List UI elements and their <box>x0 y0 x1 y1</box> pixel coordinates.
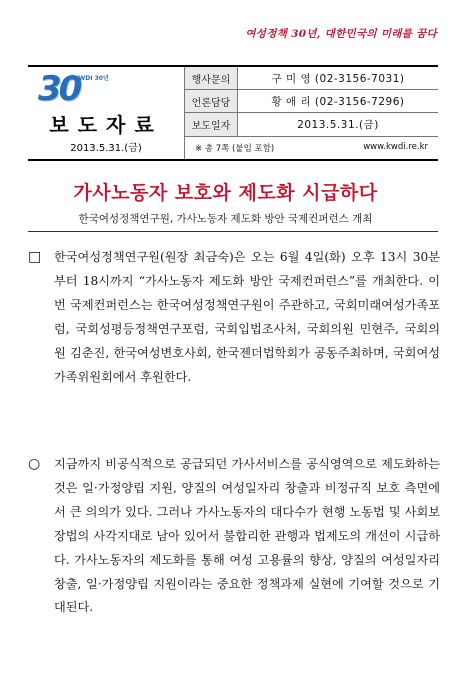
logo-brand: KWDI 30년 <box>74 75 109 82</box>
row-value: 구 미 영 (02-3156-7031) <box>238 67 439 90</box>
row-label: 보도일자 <box>185 113 238 136</box>
paragraph <box>28 246 440 389</box>
logo-number: 30 <box>38 69 80 109</box>
press-release-date: 2013.5.31.(금) <box>70 143 142 154</box>
paragraph-text: 지금까지 비공식적으로 공급되던 가사서비스를 공식영역으로 제도화하는 것은 일·가정양립 지원, 양질의 여성일자리 창출과 비정규직 보호 측면에서 큰 의의가 있다. 그러나 가사노동자의 대다수가 현행 노동법 및 사회보장법의 사각지대로 남아 있어서 불합리한 관행과 법제도의 개선이 시급하다. 가사노동자의 제도화를 통해 여성 고용률의 향상, 양질의 여성일자리 창출, 일·가정양립 지원이라는 중요한 정책과제 실현에 기여할 것으로 기대된다. <box>54 457 440 615</box>
headline: 가사노동자 보호와 제도화 시급하다 <box>73 182 378 204</box>
subheadline: 한국여성정책연구원, 가사노동자 제도화 방안 국제컨퍼런스 개최 <box>78 213 373 225</box>
row-label: 언론담당 <box>185 90 238 113</box>
paragraph-text: 한국여성정책연구원(원장 최금숙)은 오는 6월 4일(화) 오후 13시 30분부터 18시까지 “가사노동자 제도화 방안 국제컨퍼런스”를 개최한다. 이번 국제컨퍼런스는 한국여성정책연구원이 주관하고, 국회미래여성가족포럼, 국회성평등정책연구포럼, 국회입법조사처, 국회의원 민현주, 국회의원 김춘진, 한국여성변호사회, 한국젠더법학회가 공동주최하며, 국회여성가족위원회에서 후원한다. <box>54 250 440 384</box>
row-value: 2013.5.31.(금) <box>238 113 439 136</box>
row-value: 황 애 리 (02-3156-7296) <box>238 90 439 113</box>
pages-note: ※ 총 7쪽 (붙임 포함) <box>195 143 275 154</box>
website-link[interactable]: www.kwdi.re.kr <box>363 141 428 152</box>
press-release-title: 보도자료 <box>49 113 163 137</box>
table-row <box>185 90 438 113</box>
circle-bullet-icon: ○ <box>28 456 41 472</box>
footer-cell <box>185 136 438 159</box>
table-row <box>185 113 438 136</box>
table-row <box>185 136 438 159</box>
logo-cell <box>28 67 185 159</box>
kwdi-30-logo <box>38 71 118 111</box>
slogan: 여성정책 30년, 대한민국의 미래를 꿈다 <box>245 28 437 40</box>
row-label: 행사문의 <box>185 67 238 90</box>
press-header <box>28 65 438 161</box>
square-bullet-icon: □ <box>28 249 42 265</box>
paragraph <box>28 453 440 620</box>
contact-info-table <box>185 67 438 159</box>
table-row <box>185 67 438 90</box>
divider <box>28 231 438 232</box>
